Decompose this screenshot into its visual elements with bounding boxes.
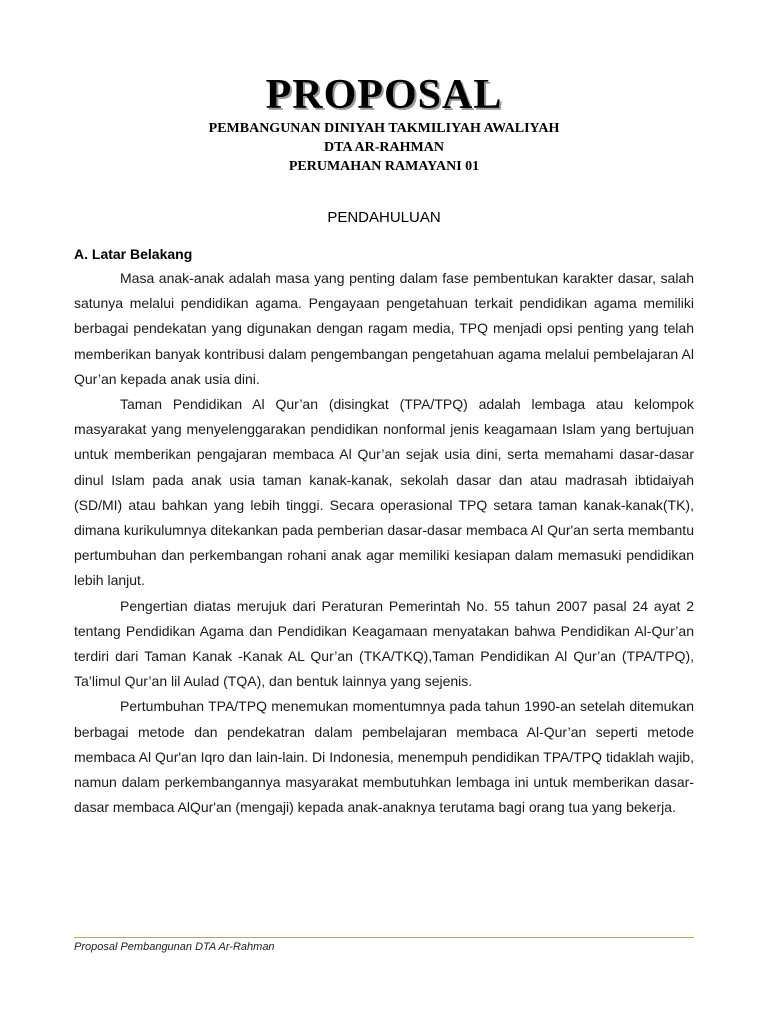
subtitle-line-1: PEMBANGUNAN DINIYAH TAKMILIYAH AWALIYAH — [208, 121, 560, 136]
paragraph: Pengertian diatas merujuk dari Peraturan Pemerintah No. 55 tahun 2007 pasal 24 ayat 2 tentang Pendidikan Agama dan Pendidikan Keagamaan menyatakan bahwa Pendidikan Al-Qur’an terdiri dari Taman Kanak -Kanak AL Qur’an (TKA/TKQ),Taman Pendidikan Al Qur’an (TPA/TPQ), Ta’limul Qur’an lil Aulad (TQA), dan bentuk lainnya yang sejenis. — [74, 597, 694, 690]
subtitle-line-2: DTA AR-RAHMAN — [324, 140, 444, 155]
body-text — [74, 266, 694, 820]
paragraph: Taman Pendidikan Al Qur’an (disingkat (TPA/TPQ) adalah lembaga atau kelompok masyarakat yang menyelenggarakan pendidikan nonformal jenis keagamaan Islam yang bertujuan untuk memberikan pengajaran membaca Al Qur’an sejak usia dini, serta memahami dasar-dasar dinul Islam pada anak usia taman kanak-kanak, sekolah dasar dan atau madrasah ibtidaiyah (SD/MI) atau bahkan yang lebih tinggi. Secara operasional TPQ setara taman kanak-kanak(TK), dimana kurikulumnya ditekankan pada pemberian dasar-dasar membaca Al Qur'an serta membantu pertumbuhan dan perkembangan rohani anak agar memiliki kesiapan dalam memasuki pendidikan lebih lanjut. — [74, 396, 694, 589]
page-footer: Proposal Pembangunan DTA Ar-Rahman — [74, 941, 275, 953]
section-title: A. Latar Belakang — [74, 246, 193, 262]
paragraph: Pertumbuhan TPA/TPQ menemukan momentumnya pada tahun 1990-an setelah ditemukan berbagai metode dan pendekatran dalam pembelajaran membaca Al-Qur’an seperti metode membaca Al Qur'an Iqro dan lain-lain. Di Indonesia, menempuh pendidikan TPA/TPQ tidaklah wajib, namun dalam perkembangannya masyarakat membutuhkan lembaga ini untuk memberikan dasar-dasar membaca AlQur'an (mengaji) kepada anak-anaknya terutama bagi orang tua yang bekerja. — [74, 698, 694, 816]
paragraph: Masa anak-anak adalah masa yang penting dalam fase pembentukan karakter dasar, salah satunya melalui pendidikan agama. Pengayaan pengetahuan terkait pendidikan agama memiliki berbagai pendekatan yang digunakan dengan ragam media, TPQ menjadi opsi penting yang telah memberikan banyak kontribusi dalam pengembangan pengetahuan agama melalui pembelajaran Al Qur’an kepada anak usia dini. — [74, 270, 694, 387]
footer-divider — [74, 937, 694, 938]
document-title: PROPOSAL — [265, 72, 503, 118]
subtitle-line-3: PERUMAHAN RAMAYANI 01 — [288, 159, 480, 174]
chapter-heading: PENDAHULUAN — [327, 209, 441, 226]
